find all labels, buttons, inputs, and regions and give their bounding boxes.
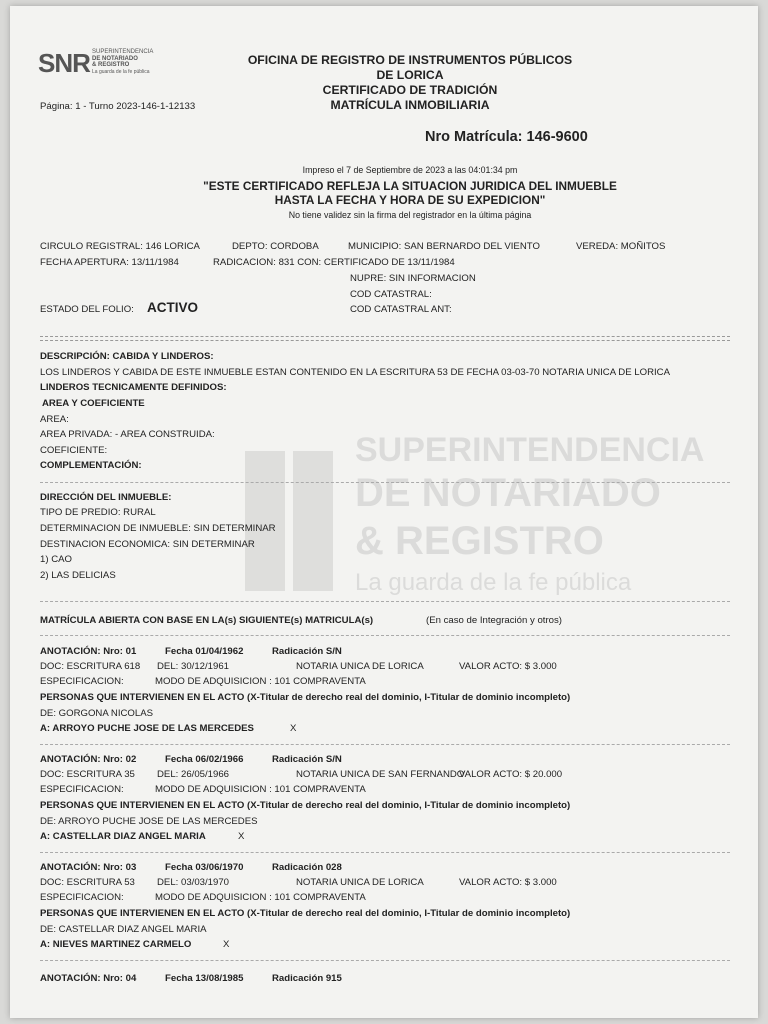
fecha-apertura: FECHA APERTURA: 13/11/1984 [40, 257, 179, 268]
area-privada: AREA PRIVADA: - AREA CONSTRUIDA: [40, 429, 215, 440]
certificate-title: CERTIFICADO DE TRADICIÓN [322, 83, 498, 97]
logo-line: & REGISTRO [92, 62, 130, 68]
watermark-line-4: La guarda de la fe pública [355, 569, 632, 596]
coeficiente: COEFICIENTE: [40, 445, 108, 456]
anotacion-del: DEL: 26/05/1966 [157, 769, 230, 780]
anotacion-del: DEL: 30/12/1961 [157, 661, 230, 672]
anotacion-a: A: CASTELLAR DIAZ ANGEL MARIA [40, 831, 206, 842]
anotacion-radicacion: Radicación S/N [272, 646, 342, 657]
anotacion-de: DE: CASTELLAR DIAZ ANGEL MARIA [40, 924, 207, 935]
anotacion-modo: MODO DE ADQUISICION : 101 COMPRAVENTA [155, 892, 366, 903]
anotacion-personas: PERSONAS QUE INTERVIENEN EN EL ACTO (X-Titular de derecho real del dominio, I-Titular de dominio incompleto) [40, 692, 571, 703]
municipio: MUNICIPIO: SAN BERNARDO DEL VIENTO [348, 241, 540, 252]
logo-line: SUPERINTENDENCIA [92, 49, 154, 55]
anotacion-doc: DOC: ESCRITURA 35 [40, 769, 135, 780]
anotacion-personas: PERSONAS QUE INTERVIENEN EN EL ACTO (X-Titular de derecho real del dominio, I-Titular de dominio incompleto) [40, 908, 571, 919]
certificate-type: MATRÍCULA INMOBILIARIA [330, 98, 490, 112]
cod-catastral: COD CATASTRAL: [350, 289, 432, 300]
anotacion-radicacion: Radicación S/N [272, 754, 342, 765]
section-divider [40, 852, 730, 853]
snr-logo [38, 48, 158, 88]
anotacion-fecha: Fecha 13/08/1985 [165, 973, 244, 984]
anotacion-radicacion: Radicación 915 [272, 973, 342, 984]
anotacion-number: ANOTACIÓN: Nro: 04 [40, 973, 137, 984]
titular-mark: X [223, 939, 230, 950]
anotacion-especificacion: ESPECIFICACION: [40, 784, 124, 795]
print-date: Impreso el 7 de Septiembre de 2023 a las 04:01:34 pm [302, 165, 518, 175]
matricula-abierta-title: MATRÍCULA ABIERTA CON BASE EN LA(s) SIGUIENTE(s) MATRICULA(s) [40, 615, 374, 626]
anotacion-notaria: NOTARIA UNICA DE SAN FERNANDO [296, 769, 465, 780]
descripcion-text: LOS LINDEROS Y CABIDA DE ESTE INMUEBLE ESTAN CONTENIDO EN LA ESCRITURA 53 DE FECHA 03-03-70 NOTARIA UNICA DE LORICA [40, 367, 670, 378]
anotacion-modo: MODO DE ADQUISICION : 101 COMPRAVENTA [155, 676, 366, 687]
cod-catastral-ant: COD CATASTRAL ANT: [350, 304, 452, 315]
vereda: VEREDA: MOÑITOS [576, 241, 666, 252]
anotacion-del: DEL: 03/03/1970 [157, 877, 230, 888]
anotacion-valor: VALOR ACTO: $ 3.000 [459, 877, 557, 888]
anotacion-valor: VALOR ACTO: $ 3.000 [459, 661, 557, 672]
anotacion-notaria: NOTARIA UNICA DE LORICA [296, 877, 424, 888]
anotacion-de: DE: ARROYO PUCHE JOSE DE LAS MERCEDES [40, 816, 258, 827]
area-coeficiente-title: AREA Y COEFICIENTE [42, 398, 145, 409]
titular-mark: X [238, 831, 245, 842]
matricula-number: Nro Matrícula: 146-9600 [425, 129, 588, 145]
anotacion-especificacion: ESPECIFICACION: [40, 676, 124, 687]
anotacion-modo: MODO DE ADQUISICION : 101 COMPRAVENTA [155, 784, 366, 795]
section-divider [40, 601, 730, 602]
area: AREA: [40, 414, 69, 425]
watermark-line-1: SUPERINTENDENCIA [355, 431, 705, 469]
nupre: NUPRE: SIN INFORMACION [350, 273, 476, 284]
anotacion-a: A: ARROYO PUCHE JOSE DE LAS MERCEDES [40, 723, 254, 734]
anotacion-doc: DOC: ESCRITURA 618 [40, 661, 141, 672]
page-info: Página: 1 - Turno 2023-146-1-12133 [40, 101, 196, 112]
anotacion-doc: DOC: ESCRITURA 53 [40, 877, 135, 888]
anotacion-a: A: NIEVES MARTINEZ CARMELO [40, 939, 192, 950]
section-divider [40, 635, 730, 636]
office-city: DE LORICA [376, 68, 444, 82]
section-divider [40, 336, 730, 341]
anotacion-notaria: NOTARIA UNICA DE LORICA [296, 661, 424, 672]
estado-folio-value: ACTIVO [147, 300, 199, 315]
section-divider [40, 960, 730, 961]
anotacion-number: ANOTACIÓN: Nro: 03 [40, 862, 137, 873]
logo-line: La guarda de la fe pública [92, 68, 150, 75]
anotacion-valor: VALOR ACTO: $ 20.000 [459, 769, 563, 780]
section-divider [40, 482, 730, 483]
descripcion-title: DESCRIPCIÓN: CABIDA Y LINDEROS: [40, 351, 214, 362]
determinacion: DETERMINACION DE INMUEBLE: SIN DETERMINAR [40, 523, 276, 534]
circulo-registral: CIRCULO REGISTRAL: 146 LORICA [40, 241, 200, 252]
tipo-predio: TIPO DE PREDIO: RURAL [40, 507, 156, 518]
estado-folio-label: ESTADO DEL FOLIO: [40, 304, 134, 315]
destinacion: DESTINACION ECONOMICA: SIN DETERMINAR [40, 539, 255, 550]
linderos-title: LINDEROS TECNICAMENTE DEFINIDOS: [40, 382, 227, 393]
logo-text [92, 49, 153, 75]
direccion-item: 2) LAS DELICIAS [40, 570, 116, 581]
departamento: DEPTO: CORDOBA [232, 241, 319, 252]
notice-line-2: HASTA LA FECHA Y HORA DE SU EXPEDICION" [274, 193, 546, 207]
certificate-page [10, 6, 758, 1018]
anotacion-fecha: Fecha 01/04/1962 [165, 646, 244, 657]
logo-acronym: SNR [38, 48, 90, 78]
complementacion: COMPLEMENTACIÓN: [40, 460, 142, 471]
notice-line-1: "ESTE CERTIFICADO REFLEJA LA SITUACION JURIDICA DEL INMUEBLE [203, 179, 617, 193]
anotacion-fecha: Fecha 06/02/1966 [165, 754, 244, 765]
watermark-line-3: & REGISTRO [355, 519, 604, 563]
logo-line: DE NOTARIADO [92, 55, 138, 62]
direccion-title: DIRECCIÓN DEL INMUEBLE: [40, 492, 172, 503]
matricula-abierta-note: (En caso de Integración y otros) [426, 615, 562, 626]
validity-note: No tiene validez sin la firma del registrador en la última página [288, 210, 532, 220]
anotacion-personas: PERSONAS QUE INTERVIENEN EN EL ACTO (X-Titular de derecho real del dominio, I-Titular de dominio incompleto) [40, 800, 571, 811]
anotacion-fecha: Fecha 03/06/1970 [165, 862, 244, 873]
section-divider [40, 744, 730, 745]
office-title: OFICINA DE REGISTRO DE INSTRUMENTOS PÚBLICOS [247, 53, 573, 67]
anotacion-number: ANOTACIÓN: Nro: 02 [40, 754, 137, 765]
watermark-logo [245, 431, 715, 621]
anotacion-especificacion: ESPECIFICACION: [40, 892, 124, 903]
direccion-item: 1) CAO [40, 554, 72, 565]
anotacion-de: DE: GORGONA NICOLAS [40, 708, 154, 719]
anotacion-number: ANOTACIÓN: Nro: 01 [40, 646, 137, 657]
watermark-line-2: DE NOTARIADO [355, 471, 661, 515]
anotacion-radicacion: Radicación 028 [272, 862, 342, 873]
titular-mark: X [290, 723, 297, 734]
radicacion: RADICACION: 831 CON: CERTIFICADO DE 13/11/1984 [213, 257, 455, 268]
